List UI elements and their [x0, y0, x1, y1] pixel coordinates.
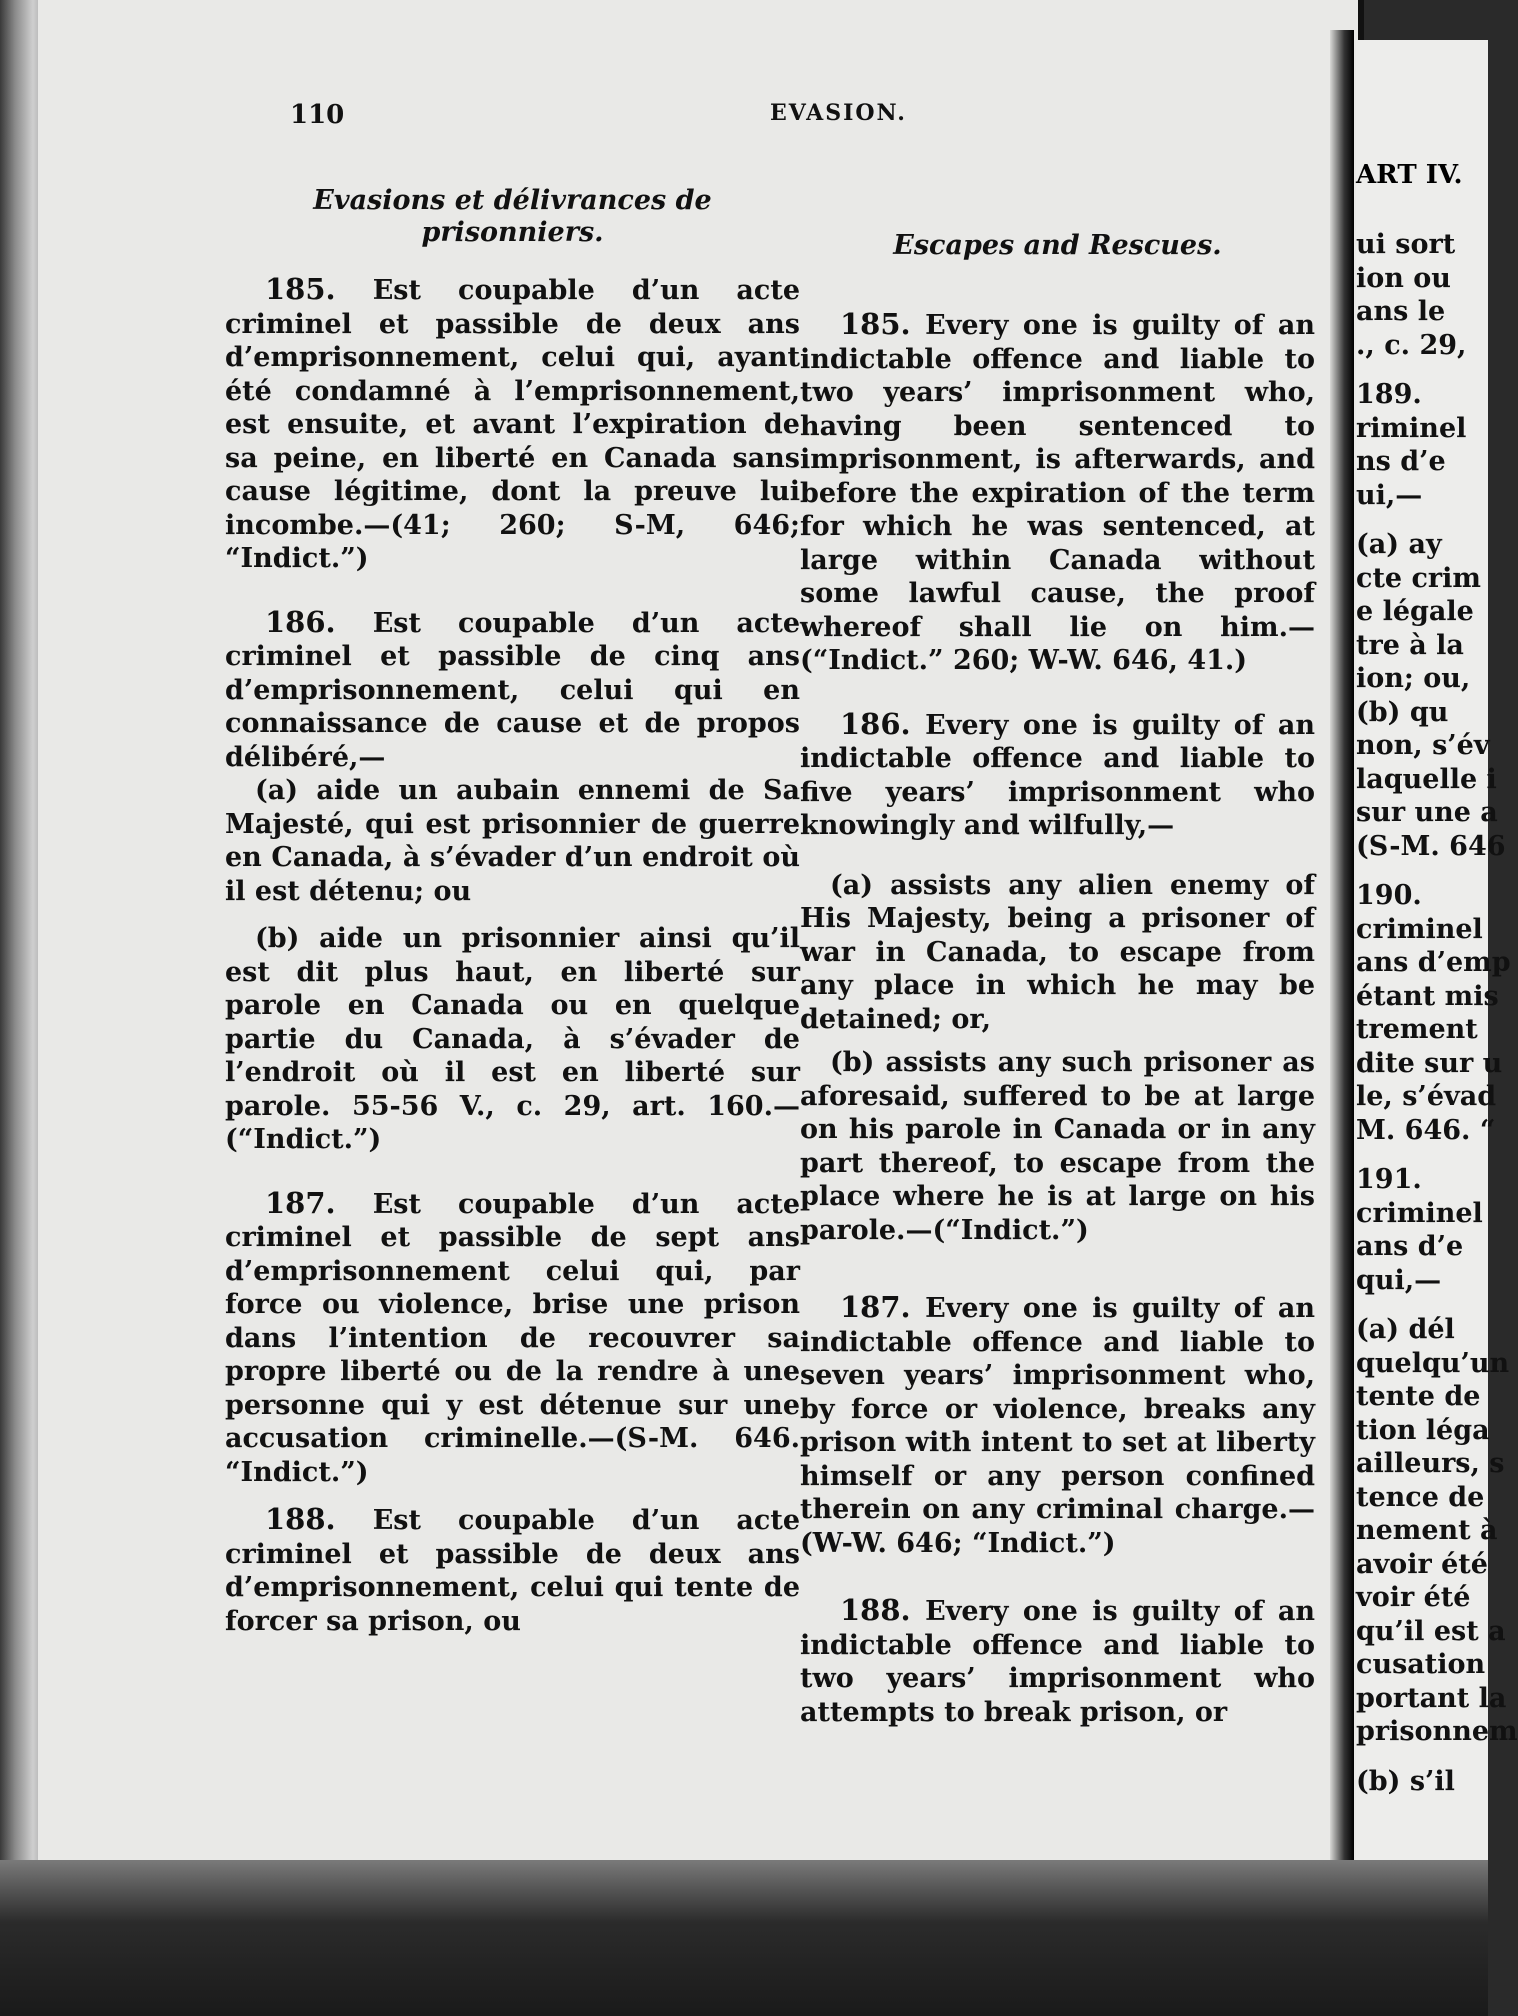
french-column	[225, 185, 800, 1638]
section-number: 186.	[840, 706, 911, 741]
section-186-en	[800, 708, 1315, 843]
section-text: Every one is guilty of an indictable offence and liable to seven years’ imprisonment who, by force or violence, breaks any prison with intent to set at liberty himself or any person confined therein on any criminal charge.—(W-W. 646; “Indict.”)	[800, 1293, 1315, 1559]
section-text: Est coupable d’un acte criminel et passible de deux ans d’emprisonnement, celui qui, ayant été condamné à l’emprisonnement, est ensuite, et avant l’expiration de sa peine, en liberté en Canada sans cause légitime, dont la preuve lui incombe.—(41; 260; S-M, 646; “Indict.”)	[225, 275, 801, 574]
facing-page-line: sur une a	[1356, 797, 1498, 828]
facing-page-line: (b) qu	[1356, 696, 1449, 728]
facing-page	[1356, 40, 1518, 1870]
section-text: Est coupable d’un acte criminel et passible de deux ans d’emprisonnement, celui qui tente de forcer sa prison, ou	[225, 1505, 801, 1637]
facing-page-line: ., c. 29,	[1356, 329, 1467, 361]
facing-page-line: ans le	[1356, 296, 1446, 327]
facing-page-line: voir été	[1356, 1582, 1471, 1613]
section-number: 187.	[265, 1185, 336, 1220]
facing-page-line: étant mis	[1356, 980, 1499, 1012]
facing-page-line	[1356, 512, 1518, 528]
french-heading-line1: Evasions et délivrances de	[313, 185, 712, 216]
section-number: 188.	[265, 1502, 336, 1536]
section-187-en	[800, 1291, 1315, 1560]
facing-page-line	[1356, 863, 1518, 879]
facing-page-line: quelqu’un	[1356, 1347, 1510, 1379]
facing-page-line: tion léga	[1356, 1414, 1490, 1446]
facing-page-line: avoir été	[1356, 1548, 1488, 1580]
facing-page-line: trement	[1356, 1014, 1478, 1045]
section-186b-en: (b) assists any such prisoner as aforesaid, suffered to be at large on his parole in Canada or in any part thereof, to escape from the place where he is at large on his parole.—(“Indict.”)	[800, 1047, 1315, 1246]
section-186a-en: (a) assists any alien enemy of His Majesty, being a prisoner of war in Canada, to escape from any place in which he may be detained; or,	[800, 869, 1315, 1035]
english-heading: Escapes and Rescues.	[893, 230, 1222, 261]
facing-page-line: ailleurs, s	[1356, 1448, 1505, 1479]
facing-page-line: ans d’e	[1356, 1231, 1464, 1262]
facing-page-line: ui,—	[1356, 479, 1423, 511]
section-text: Every one is guilty of an indictable offence and liable to five years’ imprisonment who knowingly and wilfully,—	[800, 709, 1315, 841]
facing-page-heading: ART IV.	[1356, 160, 1463, 190]
facing-page-line: tre à la	[1356, 629, 1464, 661]
section-text: Est coupable d’un acte criminel et passible de sept ans d’emprisonnement celui qui, par force ou violence, brise une prison dans l’intention de recouvrer sa propre liberté ou de la rendre à une personne qui y est détenue sur une accusation criminelle.—(S-M. 646. “Indict.”)	[225, 1188, 801, 1488]
facing-page-line: e légale	[1356, 596, 1474, 627]
facing-page-line: ion; ou,	[1356, 663, 1471, 694]
section-185-en	[800, 308, 1315, 678]
facing-page-line: cusation	[1356, 1649, 1486, 1680]
section-188-fr	[225, 1503, 800, 1638]
section-186a-fr: (a) aide un aubain ennemi de Sa Majesté, qui est prisonnier de guerre en Canada, à s’évader d’un endroit où il est détenu; ou	[225, 775, 800, 907]
page-header	[290, 100, 1290, 140]
facing-page-line	[1356, 1297, 1518, 1313]
facing-page-line	[1356, 1147, 1518, 1163]
facing-page-line: criminel	[1356, 1197, 1483, 1229]
section-number: 185.	[840, 307, 911, 341]
facing-page-line: ns d’e	[1356, 446, 1446, 477]
french-heading	[225, 185, 800, 249]
section-187-fr	[225, 1187, 800, 1490]
facing-page-line: ui sort	[1356, 229, 1456, 260]
section-text: Est coupable d’un acte criminel et passible de cinq ans d’emprisonnement, celui qui en connaissance de cause et de propos délibéré,—	[225, 607, 801, 773]
facing-page-line: cte crim	[1356, 562, 1481, 594]
facing-page-line: criminel	[1356, 913, 1483, 945]
facing-page-line: le, s’évad	[1356, 1081, 1497, 1112]
section-number: 186.	[265, 604, 336, 639]
facing-page-line: qu’il est a	[1356, 1615, 1506, 1647]
facing-page-line: (S-M. 646	[1356, 830, 1506, 862]
facing-page-line: tente de	[1356, 1381, 1481, 1412]
facing-page-line: M. 646. “	[1356, 1114, 1496, 1146]
section-text: Every one is guilty of an indictable offence and liable to two years’ imprisonment who, having been sentenced to imprisonment, is afterwards, and before the expiration of the term for which he was sentenced, at large within Canada without some lawful cause, the proof whereof shall lie on him.—(“Indict.” 260; W-W. 646, 41.)	[800, 310, 1315, 676]
section-186-fr	[225, 606, 800, 775]
facing-page-line: 189.	[1356, 379, 1422, 410]
running-title: EVASION.	[770, 100, 907, 126]
facing-page-line: (b) s’il	[1356, 1765, 1455, 1797]
section-186b-fr: (b) aide un prisonnier ainsi qu’il est dit plus haut, en liberté sur parole en Canada ou en quelque partie du Canada, à s’évader de l’endroit où il est en liberté sur parole. 55-56 V., c. 29, art. 160.—(“Indict.”)	[225, 923, 800, 1155]
book-gutter	[1330, 30, 1354, 1870]
section-188-en	[800, 1594, 1315, 1729]
section-number: 185.	[265, 272, 336, 306]
section-185-fr	[225, 273, 800, 576]
section-number: 187.	[840, 1290, 911, 1324]
facing-page-line: 191.	[1356, 1164, 1422, 1195]
facing-page-line	[1356, 362, 1518, 378]
facing-page-line: laquelle i	[1356, 763, 1497, 795]
section-number: 188.	[840, 1593, 911, 1627]
facing-page-line: riminel	[1356, 412, 1467, 444]
page-number: 110	[290, 100, 345, 130]
facing-page-line: prisonnem	[1356, 1716, 1518, 1747]
facing-page-line	[1356, 1749, 1518, 1765]
facing-page-line: portant la	[1356, 1682, 1507, 1714]
french-heading-line2: prisonniers.	[421, 217, 604, 248]
facing-page-line: non, s’év	[1356, 730, 1490, 761]
facing-page-line: (a) ay	[1356, 529, 1442, 560]
facing-page-line: 190.	[1356, 880, 1422, 911]
facing-page-line: nement à	[1356, 1515, 1498, 1546]
section-text: Every one is guilty of an indictable offence and liable to two years’ imprisonment who attempts to break prison, or	[800, 1596, 1315, 1728]
facing-page-line: dite sur u	[1356, 1047, 1503, 1079]
facing-page-line: qui,—	[1356, 1264, 1442, 1296]
facing-page-line: (a) dél	[1356, 1314, 1455, 1345]
facing-page-line: tence de	[1356, 1481, 1485, 1513]
facing-page-line: ans d’emp	[1356, 947, 1511, 978]
facing-page-text	[1356, 228, 1518, 1798]
english-column	[800, 230, 1315, 1729]
facing-page-line: ion ou	[1356, 262, 1451, 294]
book-bottom-edge	[0, 1860, 1488, 2016]
